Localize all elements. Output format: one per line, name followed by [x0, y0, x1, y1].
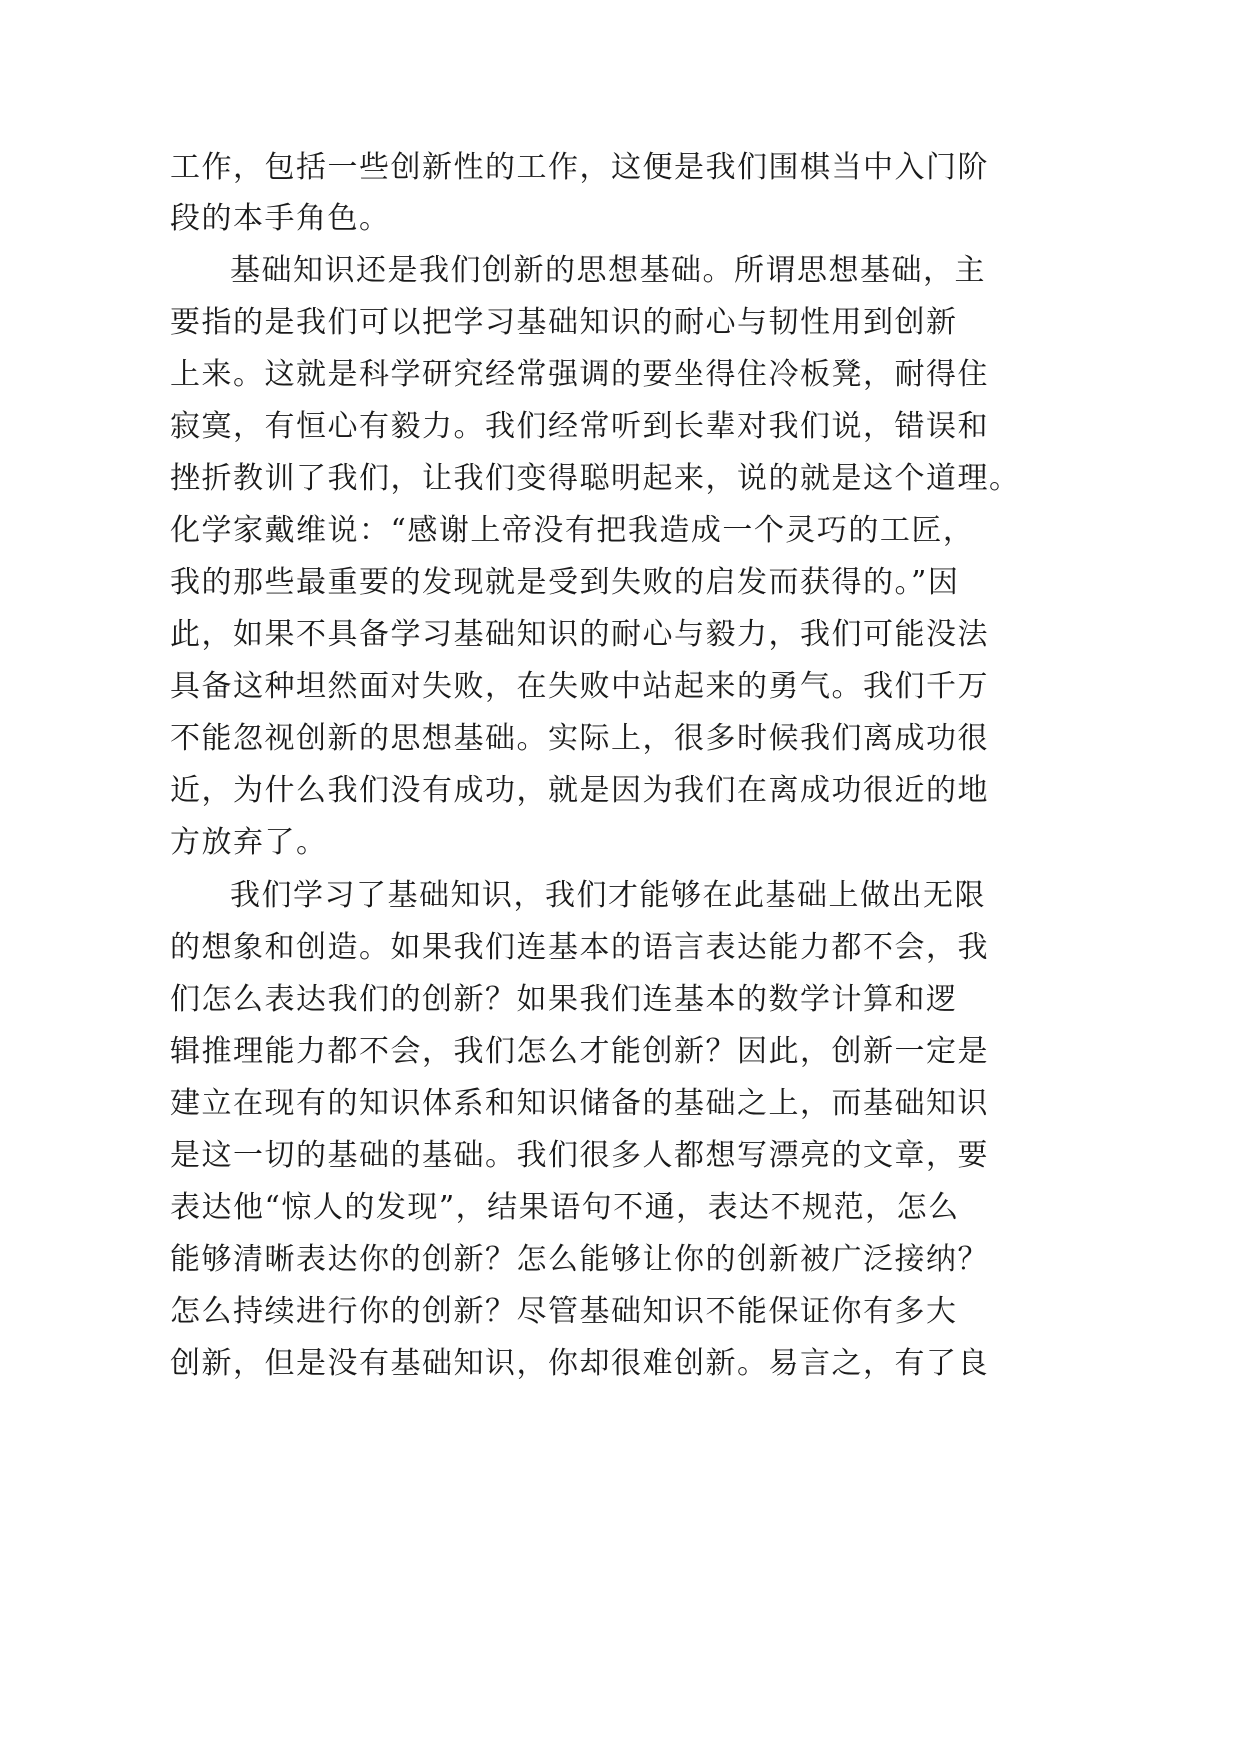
- text-line: 近，为什么我们没有成功，就是因为我们在离成功很近的地: [170, 773, 989, 808]
- text-line: 寂寞，有恒心有毅力。我们经常听到长辈对我们说，错误和: [170, 409, 989, 444]
- text-line: 的想象和创造。如果我们连基本的语言表达能力都不会，我: [170, 930, 989, 965]
- text-line: 上来。这就是科学研究经常强调的要坐得住冷板凳，耐得住: [170, 357, 989, 392]
- text-line: 怎么持续进行你的创新？尽管基础知识不能保证你有多大: [170, 1294, 958, 1329]
- text-line: 要指的是我们可以把学习基础知识的耐心与韧性用到创新: [170, 305, 958, 340]
- text-line: 化学家戴维说：“感谢上帝没有把我造成一个灵巧的工匠，: [170, 513, 975, 548]
- text-line: 我们学习了基础知识，我们才能够在此基础上做出无限: [230, 878, 986, 913]
- text-line: 辑推理能力都不会，我们怎么才能创新？因此，创新一定是: [170, 1034, 989, 1069]
- text-line: 具备这种坦然面对失败，在失败中站起来的勇气。我们千万: [170, 669, 989, 704]
- text-line: 是这一切的基础的基础。我们很多人都想写漂亮的文章，要: [170, 1138, 989, 1173]
- text-line: 我的那些最重要的发现就是受到失败的启发而获得的。”因: [170, 565, 960, 600]
- text-line: 段的本手角色。: [170, 201, 391, 236]
- text-line: 们怎么表达我们的创新？如果我们连基本的数学计算和逻: [170, 982, 958, 1017]
- text-line: 能够清晰表达你的创新？怎么能够让你的创新被广泛接纳？: [170, 1242, 989, 1277]
- text-line: 工作，包括一些创新性的工作，这便是我们围棋当中入门阶: [170, 150, 989, 185]
- text-line: 此，如果不具备学习基础知识的耐心与毅力，我们可能没法: [170, 617, 989, 652]
- text-line: 不能忽视创新的思想基础。实际上，很多时候我们离成功很: [170, 721, 989, 756]
- text-line: 建立在现有的知识体系和知识储备的基础之上，而基础知识: [170, 1086, 989, 1121]
- text-line: 基础知识还是我们创新的思想基础。所谓思想基础，主: [230, 253, 986, 288]
- text-line: 创新，但是没有基础知识，你却很难创新。易言之，有了良: [170, 1346, 989, 1381]
- text-line: 挫折教训了我们，让我们变得聪明起来，说的就是这个道理。: [170, 461, 1021, 496]
- text-line: 表达他“惊人的发现”，结果语句不通，表达不规范，怎么: [170, 1190, 960, 1225]
- text-line: 方放弃了。: [170, 825, 328, 860]
